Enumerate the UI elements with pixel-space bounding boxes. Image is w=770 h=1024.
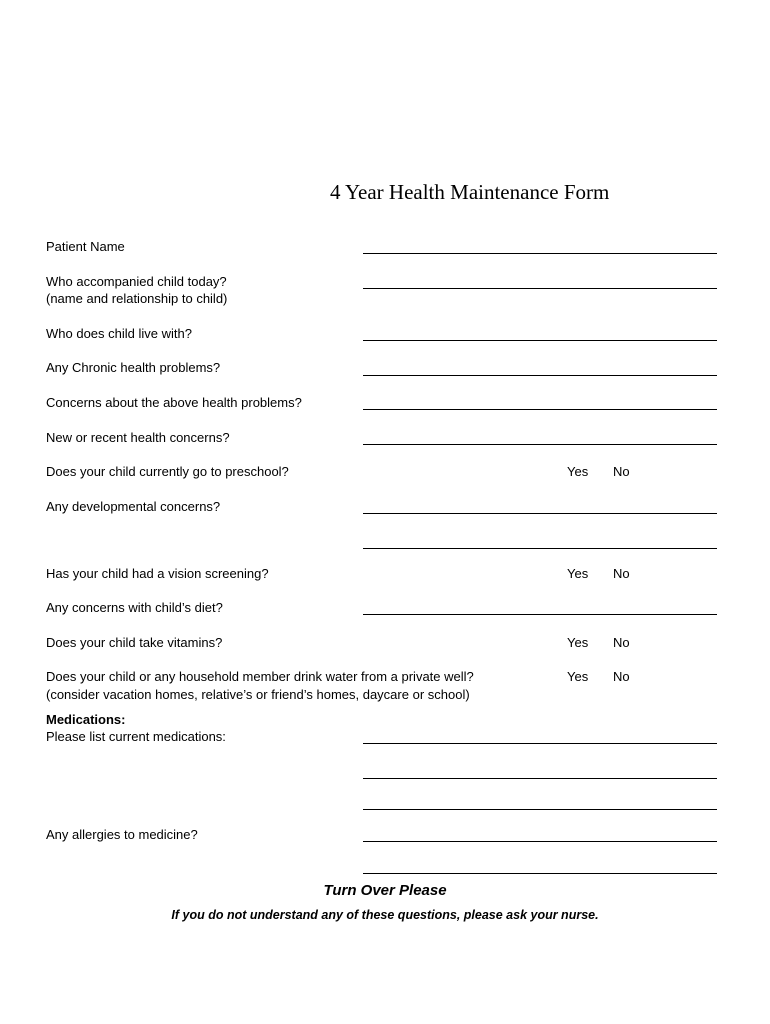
patient-name-label: Patient Name (46, 239, 125, 254)
concerns-chronic-line[interactable] (363, 409, 717, 410)
preschool-no[interactable]: No (613, 464, 630, 479)
diet-label: Any concerns with child’s diet? (46, 600, 223, 615)
turn-over-note: Turn Over Please (323, 882, 447, 899)
vision-yes[interactable]: Yes (567, 566, 589, 581)
patient-name-line[interactable] (363, 253, 717, 254)
form-title: 4 Year Health Maintenance Form (330, 180, 610, 204)
accompanied-label: Who accompanied child today? (46, 274, 227, 289)
well-label: Does your child or any household member drink water from a private well? (46, 669, 474, 684)
allergies-line-2[interactable] (363, 873, 717, 874)
developmental-line-2[interactable] (363, 548, 717, 549)
preschool-label: Does your child currently go to preschool? (46, 464, 289, 479)
well-yes[interactable]: Yes (567, 669, 589, 684)
chronic-line[interactable] (363, 375, 717, 376)
vision-no[interactable]: No (613, 566, 630, 581)
developmental-label: Any developmental concerns? (46, 499, 221, 514)
medications-label: Please list current medications: (46, 729, 226, 744)
well-hint: (consider vacation homes, relative’s or friend’s homes, daycare or school) (46, 687, 470, 702)
accompanied-line[interactable] (363, 288, 717, 289)
chronic-label: Any Chronic health problems? (46, 360, 221, 375)
lives-with-label: Who does child live with? (46, 326, 192, 341)
medications-line-1[interactable] (363, 743, 717, 744)
lives-with-line[interactable] (363, 340, 717, 341)
preschool-yes[interactable]: Yes (567, 464, 589, 479)
well-no[interactable]: No (613, 669, 630, 684)
allergies-label: Any allergies to medicine? (46, 827, 198, 842)
medications-heading: Medications: (46, 712, 126, 727)
developmental-line-1[interactable] (363, 513, 717, 514)
vision-label: Has your child had a vision screening? (46, 566, 269, 581)
recent-concerns-label: New or recent health concerns? (46, 430, 230, 445)
vitamins-yes[interactable]: Yes (567, 635, 589, 650)
nurse-note: If you do not understand any of these questions, please ask your nurse. (171, 908, 599, 922)
diet-line[interactable] (363, 614, 717, 615)
vitamins-no[interactable]: No (613, 635, 630, 650)
accompanied-hint: (name and relationship to child) (46, 291, 228, 306)
medications-line-2[interactable] (363, 778, 717, 779)
medications-line-3[interactable] (363, 809, 717, 810)
recent-concerns-line[interactable] (363, 444, 717, 445)
concerns-chronic-label: Concerns about the above health problems? (46, 395, 302, 410)
allergies-line-1[interactable] (363, 841, 717, 842)
vitamins-label: Does your child take vitamins? (46, 635, 223, 650)
